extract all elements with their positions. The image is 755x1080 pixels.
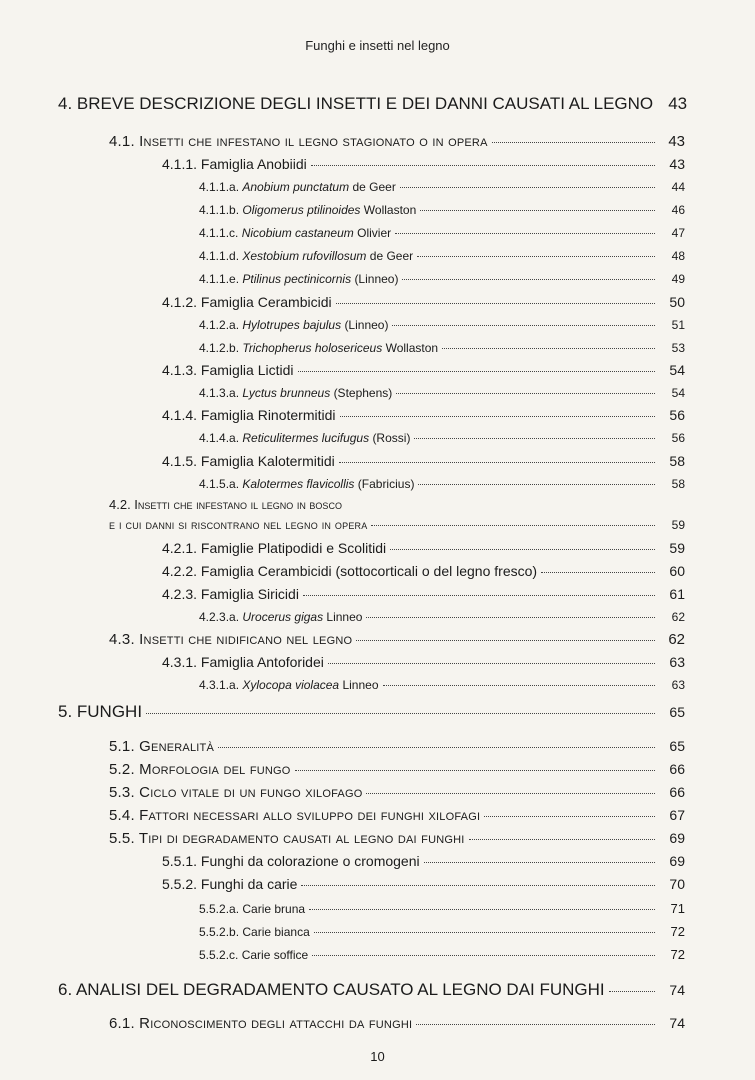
toc-entry-label: 6.1. Riconoscimento degli attacchi da funghi [109, 1015, 413, 1032]
toc-entry [109, 807, 685, 824]
toc-entry-page: 48 [671, 249, 685, 263]
toc-entry-page: 44 [671, 180, 685, 194]
dot-leader [424, 862, 655, 863]
toc-entry-label: 5.1. Generalità [109, 738, 214, 755]
toc-entry-number: 4.2.3.a. [199, 610, 240, 624]
toc-entry-page: 69 [669, 830, 685, 846]
toc-entry-label: 4.1.2. Famiglia Cerambicidi [162, 294, 332, 310]
taxon-name: Trichopherus holosericeus [242, 341, 383, 355]
toc-entry [199, 318, 685, 332]
toc-entry [199, 341, 685, 355]
dot-leader [303, 595, 655, 596]
toc-entry-label: 4.1.5. Famiglia Kalotermitidi [162, 453, 335, 469]
taxon-author: (Stephens) [333, 386, 393, 400]
toc-entry-page: 54 [671, 386, 685, 400]
toc-entry [109, 517, 685, 532]
dot-leader [400, 187, 655, 188]
taxon-name: Ptilinus pectinicornis [242, 272, 352, 286]
toc-entry-label: 5.5.1. Funghi da colorazione o cromogeni [162, 853, 420, 869]
toc-entry-page: 59 [671, 518, 685, 532]
toc-entry-page: 43 [669, 156, 685, 172]
toc-entry [199, 901, 685, 916]
taxon-name: Oligomerus ptilinoides [242, 203, 361, 217]
toc-entry-label: 4.2.2. Famiglia Cerambicidi (sottocorticali o del legno fresco) [162, 563, 538, 579]
toc-entry-page: 69 [669, 853, 685, 869]
dot-leader [417, 256, 655, 257]
toc-entry-page: 51 [671, 318, 685, 332]
toc-entry [199, 180, 685, 194]
dot-leader [383, 685, 656, 686]
toc-entry [162, 540, 685, 556]
toc-entry-page: 71 [670, 901, 685, 916]
toc-entry [109, 738, 685, 755]
toc-entry-label: 5.4. Fattori necessari allo sviluppo dei funghi xilofagi [109, 807, 481, 824]
toc-entry [162, 156, 685, 172]
taxon-author: de Geer [369, 249, 414, 263]
toc-entry-page: 46 [671, 203, 685, 217]
toc-entry-page: 47 [671, 226, 685, 240]
toc-entry [109, 631, 685, 648]
toc-entry-page: 66 [669, 761, 685, 777]
toc-entry-number: 4.1.4.a. [199, 431, 240, 445]
toc-entry [162, 876, 685, 892]
toc-entry-page: 58 [669, 453, 685, 469]
toc-entry-page: 66 [669, 784, 685, 800]
dot-leader [469, 839, 655, 840]
toc-entry-page: 56 [669, 407, 685, 423]
toc-entry-page: 61 [669, 586, 685, 602]
toc-entry-label: 4.2.1. Famiglie Platipodidi e Scolitidi [162, 540, 387, 556]
dot-leader [356, 640, 655, 641]
toc-entry-page: 72 [670, 924, 685, 939]
dot-leader [336, 303, 655, 304]
toc-entry-page: 63 [671, 678, 685, 692]
toc-entry-label: 4.2.3. Famiglia Siricidi [162, 586, 299, 602]
dot-leader [395, 233, 655, 234]
toc-entry-number: 4.1.1.c. [199, 226, 239, 240]
toc-entry [162, 586, 685, 602]
dot-leader [541, 572, 655, 573]
toc-entry-label: 4.1.4. Famiglia Rinotermitidi [162, 407, 336, 423]
taxon-name: Kalotermes flavicollis [242, 477, 355, 491]
toc-entry [199, 947, 685, 962]
toc-entry [109, 830, 685, 847]
toc-entry [199, 924, 685, 939]
taxon-name: Hylotrupes bajulus [242, 318, 342, 332]
toc-entry-page: 62 [671, 610, 685, 624]
toc-entry-page: 62 [668, 631, 685, 648]
taxon-author: (Rossi) [372, 431, 411, 445]
dot-leader [484, 816, 655, 817]
toc-entry-label: 5.3. Ciclo vitale di un fungo xilofago [109, 784, 363, 801]
toc-entry-label: 5. FUNGHI [58, 702, 143, 721]
taxon-author: Linneo [342, 678, 379, 692]
toc-entry [199, 226, 685, 240]
toc-entry-page: 53 [671, 341, 685, 355]
dot-leader [295, 770, 655, 771]
taxon-name: Urocerus gigas [242, 610, 324, 624]
toc-entry [58, 980, 685, 1000]
taxon-name: Nicobium castaneum [241, 226, 354, 240]
dot-leader [314, 932, 655, 933]
toc-entry-label: 4.1. Insetti che infestano il legno stagionato o in opera [109, 133, 488, 150]
toc-entry [162, 563, 685, 579]
toc-entry [162, 407, 685, 423]
toc-entry-page: 63 [669, 654, 685, 670]
toc-entry-label: 5.5.2.c. Carie soffice [199, 948, 309, 962]
toc-entry [162, 654, 685, 670]
toc-entry-label: 4.2. Insetti che infestano il legno in bosco [109, 497, 342, 512]
dot-leader [366, 793, 655, 794]
dot-leader [609, 991, 655, 992]
toc-entry [109, 133, 685, 150]
toc-entry [109, 784, 685, 801]
page-number: 10 [370, 1049, 385, 1064]
toc-entry-number: 4.1.5.a. [199, 477, 240, 491]
dot-leader [492, 142, 655, 143]
taxon-name: Reticulitermes lucifugus [242, 431, 370, 445]
dot-leader [218, 747, 655, 748]
toc-entry [162, 853, 685, 869]
dot-leader [414, 438, 655, 439]
toc-entry [109, 761, 685, 778]
toc-entry [199, 272, 685, 286]
toc-entry-number: 4.1.1.e. [199, 272, 240, 286]
toc-entry-label: 4. BREVE DESCRIZIONE DEGLI INSETTI E DEI DANNI CAUSATI AL LEGNO [58, 94, 654, 113]
toc-entry-label: 5.5.2.b. Carie bianca [199, 925, 310, 939]
toc-entry-label: 4.1.3. Famiglia Lictidi [162, 362, 294, 378]
toc-entry-page: 65 [669, 704, 685, 720]
taxon-author: de Geer [352, 180, 396, 194]
dot-leader [339, 462, 655, 463]
toc-entry [162, 294, 685, 310]
toc-entry-page: 60 [669, 563, 685, 579]
toc-entry-page: 72 [670, 947, 685, 962]
taxon-author: (Linneo) [354, 272, 399, 286]
toc-entry-page: 65 [669, 738, 685, 754]
toc-entry-label: 6. ANALISI DEL DEGRADAMENTO CAUSATO AL LEGNO DAI FUNGHI [58, 980, 605, 999]
taxon-author: (Linneo) [344, 318, 389, 332]
toc-entry-number: 4.1.1.b. [199, 203, 240, 217]
toc-entry [199, 678, 685, 692]
toc-entry-page: 74 [669, 982, 685, 998]
toc-entry [199, 203, 685, 217]
toc-entry-page: 59 [669, 540, 685, 556]
taxon-name: Anobium punctatum [242, 180, 350, 194]
dot-leader [371, 525, 655, 526]
taxon-author: Wollaston [363, 203, 417, 217]
dot-leader [311, 165, 655, 166]
dot-leader [420, 210, 655, 211]
toc-entry-page: 74 [669, 1015, 685, 1031]
toc-entry-page: 56 [671, 431, 685, 445]
toc-entry-number: 4.1.3.a. [199, 386, 240, 400]
toc-entry-label: 5.5. Tipi di degradamento causati al legno dai funghi [109, 830, 465, 847]
toc-entry [199, 431, 685, 445]
toc-entry-page: 43 [668, 94, 688, 113]
dot-leader [416, 1024, 655, 1025]
toc-entry-page: 43 [668, 133, 685, 150]
toc-entry-page: 58 [671, 477, 685, 491]
toc-entry [58, 702, 685, 722]
toc-entry-label: 4.3.1. Famiglia Antoforidei [162, 654, 324, 670]
dot-leader [340, 416, 655, 417]
dot-leader [366, 617, 655, 618]
toc-entry-label: 4.1.1. Famiglia Anobiidi [162, 156, 307, 172]
toc-entry-page: 67 [669, 807, 685, 823]
toc-entry [199, 386, 685, 400]
toc-entry-label-continued: e i cui danni si riscontrano nel legno in opera [109, 517, 368, 532]
toc-entry-number: 4.1.1.a. [199, 180, 240, 194]
toc-entry-number: 4.1.2.a. [199, 318, 240, 332]
toc-entry-page: 49 [671, 272, 685, 286]
taxon-author: Olivier [357, 226, 392, 240]
dot-leader [309, 909, 655, 910]
dot-leader [392, 325, 655, 326]
toc-entry [58, 94, 688, 114]
dot-leader [402, 279, 655, 280]
toc-entry-label: 4.3. Insetti che nidificano nel legno [109, 631, 353, 648]
toc-entry [162, 362, 685, 378]
toc-entry-page: 54 [669, 362, 685, 378]
dot-leader [298, 371, 655, 372]
toc-entry [199, 477, 685, 491]
taxon-author: Linneo [326, 610, 363, 624]
dot-leader [328, 663, 655, 664]
toc-entry-number: 4.1.1.d. [199, 249, 240, 263]
dot-leader [442, 348, 655, 349]
toc-entry-page: 50 [669, 294, 685, 310]
dot-leader [390, 549, 655, 550]
toc-entry [199, 610, 685, 624]
taxon-author: (Fabricius) [357, 477, 415, 491]
dot-leader [312, 955, 655, 956]
toc-entry [109, 1015, 685, 1032]
running-head: Funghi e insetti nel legno [305, 38, 450, 53]
toc-entry-number: 4.1.2.b. [199, 341, 240, 355]
taxon-name: Lyctus brunneus [242, 386, 331, 400]
toc-entry [162, 453, 685, 469]
toc-entry-label: 5.5.2. Funghi da carie [162, 876, 298, 892]
dot-leader [146, 713, 655, 714]
taxon-name: Xylocopa violacea [242, 678, 340, 692]
toc-entry-page: 70 [669, 876, 685, 892]
toc-entry-label: 5.5.2.a. Carie bruna [199, 902, 306, 916]
taxon-author: Wollaston [385, 341, 439, 355]
taxon-name: Xestobium rufovillosum [242, 249, 367, 263]
dot-leader [418, 484, 655, 485]
dot-leader [301, 885, 655, 886]
dot-leader [396, 393, 655, 394]
toc-entry-number: 4.3.1.a. [199, 678, 240, 692]
toc-entry-label: 5.2. Morfologia del fungo [109, 761, 291, 778]
toc-entry [199, 249, 685, 263]
